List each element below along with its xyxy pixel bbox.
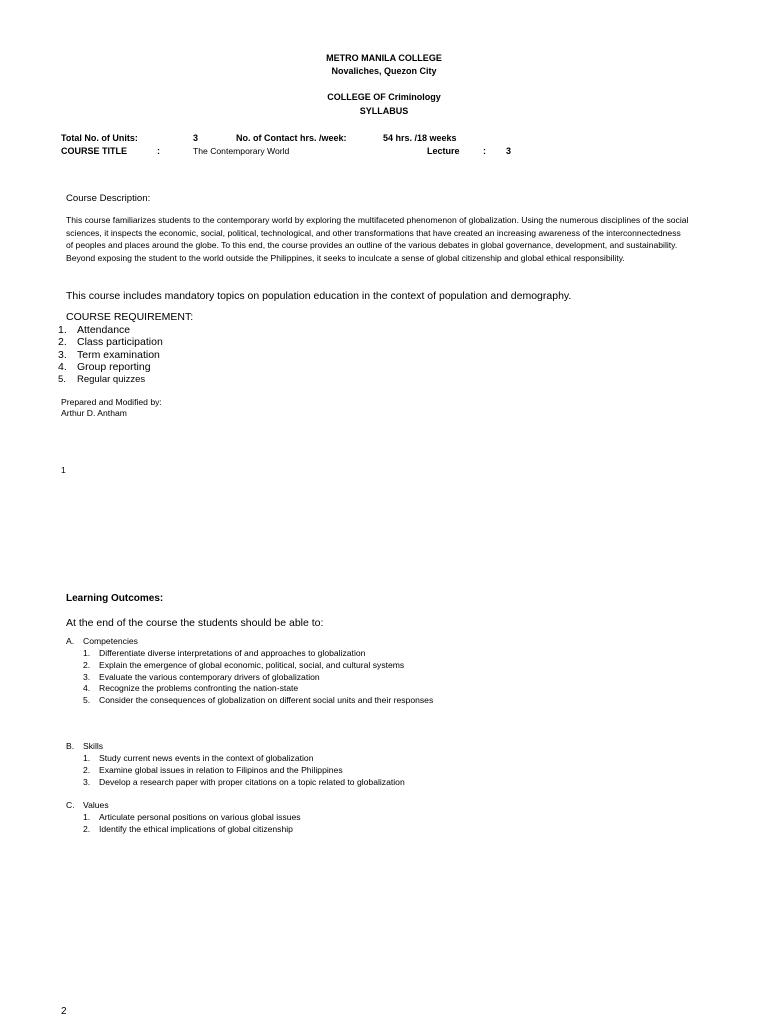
- section-heading-skills: B. Skills: [66, 741, 104, 751]
- document-type: SYLLABUS: [359, 106, 409, 116]
- description-body: This course familiarizes students to the contemporary world by exploring the multifaceted phenomenon of globalization. Using the numerous disciplines of the social sciences, it inspects the economic, social, political, technological, and other transformations that have created an increasing awareness of the interconnectedness of peoples and places around the globe. To this end, the course provides an outline of the various debates in global governance, development, and sustainability. Beyond exposing the student to the world outside the Philippines, it seeks to inculcate a sense of global citizenship and global ethical responsibility.: [66, 215, 689, 263]
- learning-outcomes-intro: At the end of the course the students should be able to:: [66, 617, 324, 629]
- learning-outcomes-heading: Learning Outcomes:: [66, 593, 164, 604]
- college-address: Novaliches, Quezon City: [331, 66, 437, 76]
- page-number: 2: [61, 1006, 67, 1017]
- lecture-value: 3: [506, 146, 512, 156]
- list-item: 2. Explain the emergence of global economic, political, social, and cultural systems: [83, 659, 405, 670]
- course-title-value: The Contemporary World: [193, 146, 290, 156]
- requirements-heading: COURSE REQUIREMENT:: [66, 311, 194, 323]
- list-item: 2. Examine global issues in relation to Filipinos and the Philippines: [83, 764, 343, 775]
- mandatory-topics-note: This course includes mandatory topics on population education in the context of population and demography.: [66, 290, 572, 302]
- department-name: COLLEGE OF Criminology: [327, 92, 441, 102]
- requirements-list: [58, 324, 163, 386]
- lecture-colon: :: [483, 146, 486, 156]
- college-name: METRO MANILA COLLEGE: [326, 53, 442, 63]
- list-item: 1. Articulate personal positions on various global issues: [83, 812, 301, 822]
- list-item: 2. Class participation: [58, 336, 163, 349]
- units-value: 3: [193, 133, 199, 143]
- list-item: 1. Attendance: [58, 324, 131, 336]
- course-title-colon: :: [157, 146, 160, 156]
- section-heading-values: C. Values: [66, 800, 109, 810]
- competencies-list: [83, 648, 433, 707]
- list-item: 3. Develop a research paper with proper citations on a topic related to globalization: [83, 776, 405, 787]
- lecture-label: Lecture: [427, 146, 460, 156]
- values-list: [83, 812, 301, 836]
- list-item: 5. Regular quizzes: [58, 373, 146, 385]
- contact-hours-value: 54 hrs. /18 weeks: [383, 133, 457, 143]
- list-item: 1. Differentiate diverse interpretations of and approaches to globalization: [83, 648, 366, 658]
- contact-hours-label: No. of Contact hrs. /week:: [236, 133, 347, 143]
- skills-list: [83, 753, 405, 788]
- list-item: 3. Term examination: [58, 348, 160, 361]
- page-number: 1: [61, 465, 66, 475]
- course-title-label: COURSE TITLE: [61, 146, 128, 156]
- units-label: Total No. of Units:: [61, 133, 138, 143]
- list-item: 1. Study current news events in the context of globalization: [83, 753, 314, 763]
- list-item: 3. Evaluate the various contemporary drivers of globalization: [83, 671, 320, 682]
- list-item: 4. Recognize the problems confronting the nation-state: [83, 683, 299, 694]
- list-item: 5. Consider the consequences of globalization on different social units and their responses: [83, 695, 434, 706]
- prepared-by-name: Arthur D. Antham: [61, 408, 127, 418]
- list-item: 4. Group reporting: [58, 361, 151, 374]
- description-heading: Course Description:: [66, 193, 151, 204]
- prepared-by-label: Prepared and Modified by:: [61, 397, 162, 407]
- section-heading-competencies: A. Competencies: [66, 636, 138, 646]
- list-item: 2. Identify the ethical implications of global citizenship: [83, 823, 293, 834]
